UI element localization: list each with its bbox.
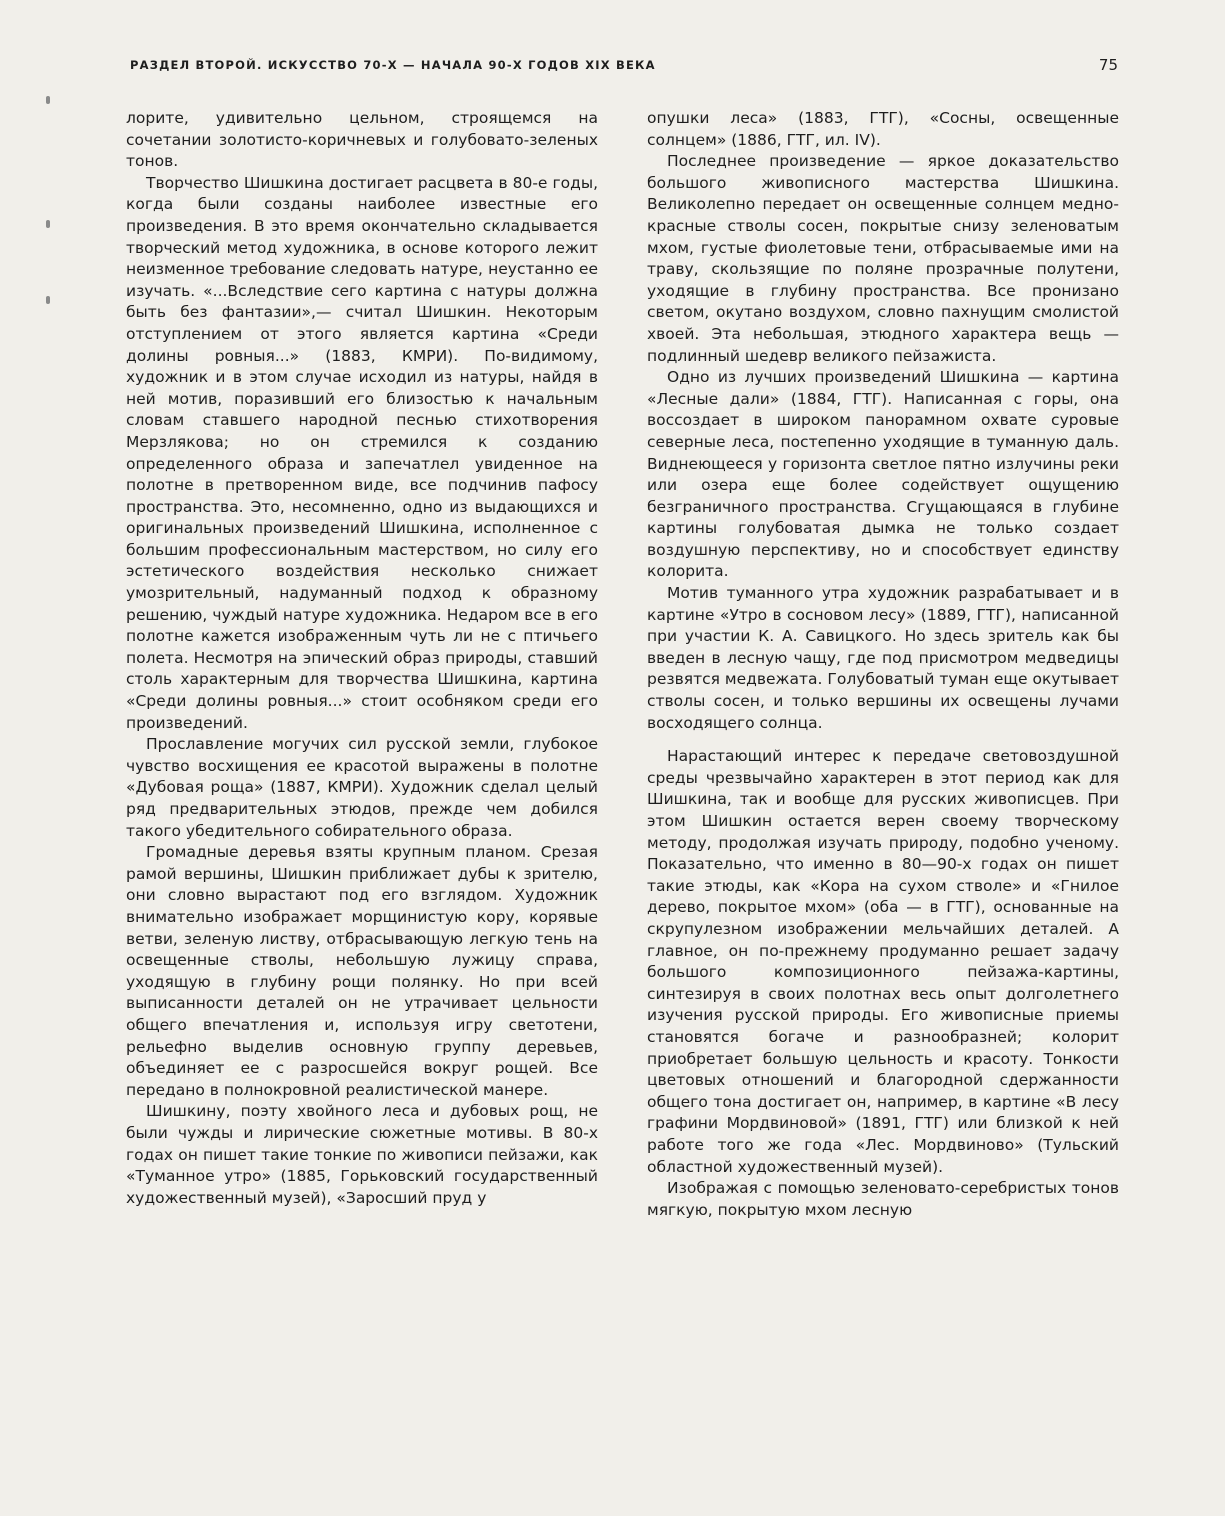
paragraph: Последнее произведение — яркое доказательство большого живописного мастерства Шишкина. Великолепно передает он освещенные солнцем медно-красные стволы сосен, покрытые снизу зеленоватым мхом, густые фиолетовые тени, отбрасываемые ими на траву, скользящие по поляне прозрачные полутени, уходящие в глубину пространства. Все пронизано светом, окутано воздухом, словно пахнущим смолистой хвоей. Эта небольшая, этюдного характера вещь — подлинный шедевр великого пейзажиста. — [647, 152, 1119, 365]
paragraph: Творчество Шишкина достигает расцвета в 80-е годы, когда были созданы наиболее известные его произведения. В это время окончательно складывается творческий метод художника, в основе которого лежит неизменное требование следовать натуре, неустанно ее изучать. «...Вследствие сего картина с натуры должна быть без фантазии»,— считал Шишкин. Некоторым отступлением от этого является картина «Среди долины ровныя...» (1883, КМРИ). По-видимому, художник и в этом случае исходил из натуры, найдя в ней мотив, поразивший его близостью к начальным словам ставшего народной песнью стихотворения Мерзлякова; но он стремился к созданию определенного образа и запечатлел увиденное на полотне в претворенном виде, все подчинив пафосу пространства. Это, несомненно, одно из выдающихся и оригинальных произведений Шишкина, исполненное с большим профессиональным мастерством, но силу его эстетического воздействия несколько снижает умозрительный, надуманный подход к образному решению, чуждый натуре художника. Недаром все в его полотне кажется изображенным чуть ли не с птичьего полета. Несмотря на эпический образ природы, ставший столь характерным для творчества Шишкина, картина «Среди долины ровныя...» стоит особняком среди его произведений. — [126, 173, 598, 732]
paragraph: Шишкину, поэту хвойного леса и дубовых рощ, не были чужды и лирические сюжетные мотивы. В 80-х годах он пишет такие тонкие по живописи пейзажи, как «Туманное утро» (1885, Горьковский государственный художественный музей), «Заросший пруд у — [126, 1102, 598, 1207]
paragraph: Нарастающий интерес к передаче световоздушной среды чрезвычайно характерен в этот период как для Шишкина, так и вообще для русских живописцев. При этом Шишкин остается верен своему творческому методу, продолжая изучать природу, подобно ученому. Показательно, что именно в 80—90-х годах он пишет такие этюды, как «Кора на сухом стволе» и «Гнилое дерево, покрытое мхом» (оба — в ГТГ), основанные на скрупулезном изображении мельчайших деталей. А главное, он по-прежнему продуманно решает задачу большого композиционного пейзажа-картины, синтезируя в своих полотнах весь опыт долголетнего изучения русской природы. Его живописные приемы становятся богаче и разнообразней; колорит приобретает большую цельность и красоту. Тонкости цветовых отношений и благородной сдержанности общего тона достигает он, например, в картине «В лесу графини Мордвиновой» (1891, ГТГ) или близкой к ней работе того же года «Лес. Мордвиново» (Тульский областной художественный музей). — [647, 747, 1119, 1176]
left-column — [126, 108, 598, 1209]
paragraph: Одно из лучших произведений Шишкина — картина «Лесные дали» (1884, ГТГ). Написанная с горы, она воссоздает в широком панорамном охвате суровые северные леса, постепенно уходящие в туманную даль. Виднеющееся у горизонта светлое пятно излучины реки или озера еще более содействует ощущению безграничного пространства. Сгущающаяся в глубине картины голубоватая дымка не только создает воздушную перспективу, но и способствует единству колорита. — [647, 368, 1119, 581]
paragraph: Изображая с помощью зеленовато-серебристых тонов мягкую, покрытую мхом лесную — [647, 1179, 1119, 1219]
paragraph: Прославление могучих сил русской земли, глубокое чувство восхищения ее красотой выражены в полотне «Дубовая роща» (1887, КМРИ). Художник сделал целый ряд предварительных этюдов, прежде чем добился такого убедительного собирательного образа. — [126, 735, 598, 840]
paragraph: лорите, удивительно цельном, строящемся на сочетании золотисто-коричневых и голубовато-зеленых тонов. — [126, 109, 598, 171]
running-head: РАЗДЕЛ ВТОРОЙ. ИСКУССТВО 70-Х — НАЧАЛА 90-Х ГОДОВ XIX ВЕКА — [130, 58, 656, 72]
paragraph: Громадные деревья взяты крупным планом. Срезая рамой вершины, Шишкин приближает дубы к зрителю, они словно вырастают под его взглядом. Художник внимательно изображает морщинистую кору, корявые ветви, зеленую листву, отбрасывающую легкую тень на освещенные стволы, небольшую лужицу справа, уходящую в глубину рощи полянку. Но при всей выписанности деталей он не утрачивает цельности общего впечатления и, используя игру светотени, рельефно выделив основную группу деревьев, объединяет ее с разросшейся вокруг рощей. Все передано в полнокровной реалистической манере. — [126, 843, 598, 1099]
margin-speck — [46, 220, 50, 228]
margin-speck — [46, 96, 50, 104]
paragraph: опушки леса» (1883, ГТГ), «Сосны, освещенные солнцем» (1886, ГТГ, ил. IV). — [647, 109, 1119, 149]
page-number: 75 — [1098, 56, 1118, 74]
paragraph: Мотив туманного утра художник разрабатывает и в картине «Утро в сосновом лесу» (1889, ГТГ), написанной при участии К. А. Савицкого. Но здесь зритель как бы введен в лесную чащу, где под присмотром медведицы резвятся медвежата. Голубоватый туман еще окутывает стволы сосен, и только вершины их освещены лучами восходящего солнца. — [647, 584, 1119, 732]
margin-speck — [46, 296, 50, 304]
right-column — [647, 108, 1119, 1221]
